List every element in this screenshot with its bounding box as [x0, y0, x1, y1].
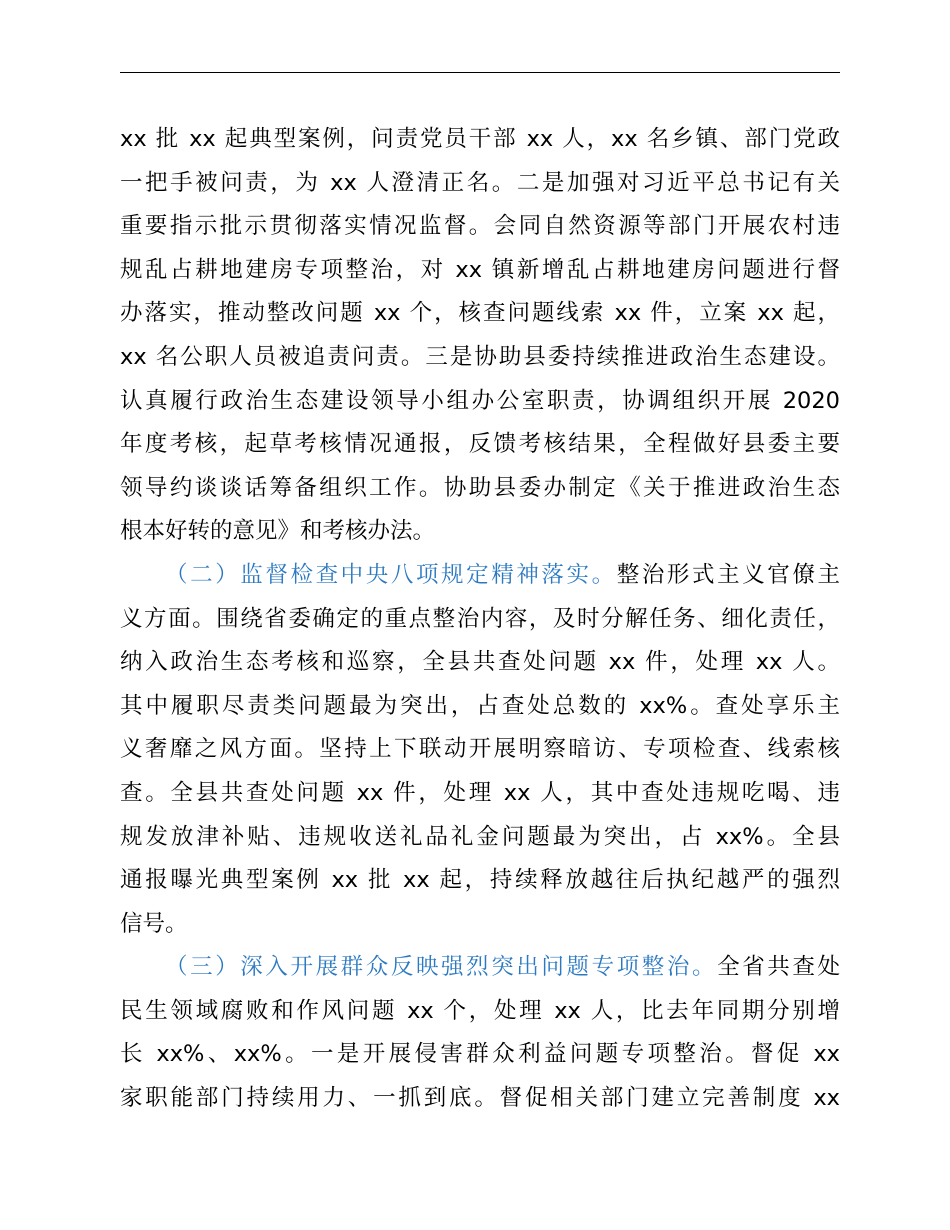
text-line: 规乱占耕地建房专项整治，对 xx 镇新增乱占耕地建房问题进行督 [120, 256, 840, 283]
text-line: 领导约谈谈话筹备组织工作。协助县委办制定《关于推进政治生态 [120, 474, 840, 501]
section-heading-line [120, 554, 840, 598]
text-line: 义方面。围绕省委确定的重点整治内容，及时分解任务、细化责任， [120, 605, 840, 632]
text-line: xx 名公职人员被追责问责。三是协助县委持续推进政治生态建设。 [120, 343, 840, 370]
text-line: 根本好转的意见》和考核办法。 [120, 518, 436, 545]
section-heading: （二）监督检查中央八项规定精神落实。 [165, 561, 617, 588]
text-run: 整治形式主义官僚主 [616, 561, 840, 588]
text-line: 长 xx%、xx%。一是开展侵害群众利益问题专项整治。督促 xx [120, 1041, 840, 1068]
header-rule [120, 72, 840, 73]
text-line: 家职能部门持续用力、一抓到底。督促相关部门建立完善制度 xx [120, 1085, 840, 1112]
text-line: 认真履行政治生态建设领导小组办公室职责，协调组织开展 2020 [120, 387, 840, 414]
body-text [120, 118, 840, 1121]
text-line: 纳入政治生态考核和巡察，全县共查处问题 xx 件，处理 xx 人。 [120, 649, 840, 676]
text-line: 办落实，推动整改问题 xx 个，核查问题线索 xx 件，立案 xx 起， [120, 300, 840, 327]
text-line: 查。全县共查处问题 xx 件，处理 xx 人，其中查处违规吃喝、违 [120, 779, 840, 806]
section-heading: （三）深入开展群众反映强烈突出问题专项整治。 [165, 954, 718, 981]
text-line: xx 批 xx 起典型案例，问责党员干部 xx 人，xx 名乡镇、部门党政 [120, 126, 840, 152]
text-line: 重要指示批示贯彻落实情况监督。会同自然资源等部门开展农村违 [120, 213, 840, 240]
text-line: 民生领域腐败和作风问题 xx 个，处理 xx 人，比去年同期分别增 [120, 997, 840, 1024]
text-line: 规发放津补贴、违规收送礼品礼金问题最为突出，占 xx%。全县 [120, 823, 840, 850]
text-line: 信号。 [120, 910, 188, 937]
text-line: 义奢靡之风方面。坚持上下联动开展明察暗访、专项检查、线索核 [120, 736, 840, 763]
text-line: 一把手被问责，为 xx 人澄清正名。二是加强对习近平总书记有关 [120, 169, 840, 196]
section-heading-line [120, 946, 840, 990]
text-line: 年度考核，起草考核情况通报，反馈考核结果，全程做好县委主要 [120, 431, 840, 458]
text-line: 通报曝光典型案例 xx 批 xx 起，持续释放越往后执纪越严的强烈 [120, 867, 840, 894]
text-line: 其中履职尽责类问题最为突出，占查处总数的 xx%。查处享乐主 [120, 692, 840, 719]
text-run: 全省共查处 [717, 954, 840, 981]
